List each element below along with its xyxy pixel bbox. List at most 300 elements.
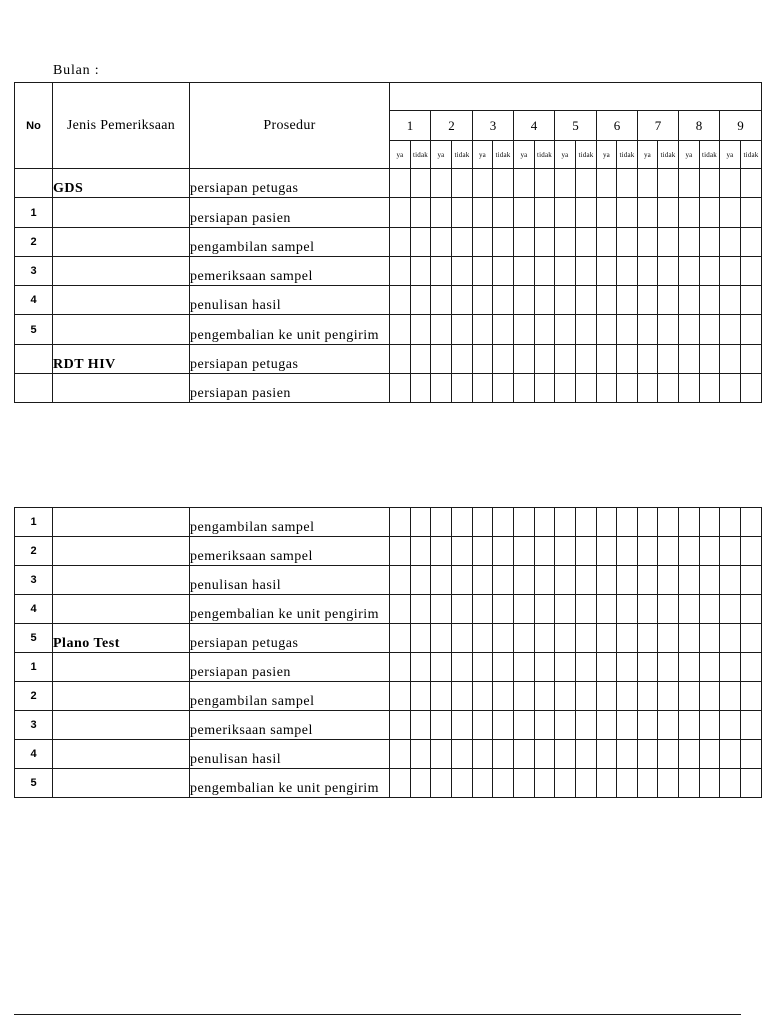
day-6-tidak-cell [616,168,638,198]
day-6-tidak-cell [616,197,638,228]
day-9-tidak-cell [740,314,762,345]
day-3-tidak-cell [492,681,514,711]
day-3-ya-cell [472,314,493,345]
ya-subheader: ya [637,140,658,169]
prosedur-cell: persiapan petugas [189,168,390,198]
day-9-tidak-cell [740,623,762,653]
day-8-ya-cell [678,168,700,198]
day-7-tidak-cell [657,652,679,682]
prosedur-cell: pengembalian ke unit pengirim [189,594,390,624]
day-7-tidak-cell [657,373,679,403]
ya-subheader: ya [430,140,452,169]
day-2-ya-cell [430,623,452,653]
day-2-ya-cell [430,373,452,403]
day-9-ya-cell [719,344,741,374]
jenis-pemeriksaan-cell [52,314,190,345]
day-5-tidak-cell [575,739,597,769]
day-5-tidak-cell [575,594,597,624]
day-6-tidak-cell [616,739,638,769]
day-5-ya-cell [554,373,576,403]
day-6-tidak-cell [616,256,638,286]
day-1-tidak-cell [410,227,431,257]
day-3-tidak-cell [492,594,514,624]
table-row [14,256,761,286]
prosedur-cell: pengembalian ke unit pengirim [189,314,390,345]
row-number-cell: 5 [14,768,53,798]
day-2-ya-cell [430,710,452,740]
day-1-tidak-cell [410,565,431,595]
day-2-ya-cell [430,536,452,566]
day-header-4: 4 [513,110,555,141]
day-5-ya-cell [554,623,576,653]
jenis-pemeriksaan-cell [52,373,190,403]
day-7-tidak-cell [657,594,679,624]
day-header-9: 9 [719,110,762,141]
day-5-ya-cell [554,314,576,345]
day-8-ya-cell [678,565,700,595]
day-8-tidak-cell [699,681,720,711]
day-7-tidak-cell [657,681,679,711]
day-6-tidak-cell [616,536,638,566]
day-4-ya-cell [513,373,535,403]
day-8-tidak-cell [699,373,720,403]
day-5-tidak-cell [575,285,597,315]
day-1-ya-cell [389,623,411,653]
day-4-tidak-cell [534,314,555,345]
day-7-ya-cell [637,227,658,257]
day-6-ya-cell [596,739,617,769]
day-8-ya-cell [678,710,700,740]
day-3-tidak-cell [492,710,514,740]
day-7-tidak-cell [657,536,679,566]
day-3-tidak-cell [492,623,514,653]
day-3-ya-cell [472,768,493,798]
day-8-ya-cell [678,536,700,566]
table-row [14,565,761,595]
day-5-ya-cell [554,681,576,711]
day-1-ya-cell [389,681,411,711]
day-8-tidak-cell [699,594,720,624]
day-9-ya-cell [719,314,741,345]
day-4-tidak-cell [534,623,555,653]
day-2-ya-cell [430,344,452,374]
day-5-tidak-cell [575,168,597,198]
day-7-ya-cell [637,285,658,315]
day-6-ya-cell [596,710,617,740]
day-header-2: 2 [430,110,473,141]
day-7-ya-cell [637,594,658,624]
day-9-ya-cell [719,768,741,798]
day-9-tidak-cell [740,594,762,624]
day-9-tidak-cell [740,565,762,595]
day-4-ya-cell [513,344,535,374]
day-2-ya-cell [430,168,452,198]
day-2-tidak-cell [451,344,473,374]
day-6-ya-cell [596,768,617,798]
jenis-pemeriksaan-cell: GDS [52,168,190,198]
day-header-5: 5 [554,110,597,141]
ya-subheader: ya [678,140,700,169]
day-7-ya-cell [637,256,658,286]
pemeriksaan-table-part-1 [14,82,759,403]
day-8-tidak-cell [699,168,720,198]
day-3-tidak-cell [492,507,514,537]
day-5-tidak-cell [575,197,597,228]
day-2-ya-cell [430,285,452,315]
tidak-subheader: tidak [657,140,679,169]
day-6-tidak-cell [616,652,638,682]
day-1-tidak-cell [410,594,431,624]
day-header-8: 8 [678,110,720,141]
day-1-tidak-cell [410,739,431,769]
jenis-pemeriksaan-cell [52,652,190,682]
day-7-ya-cell [637,623,658,653]
day-8-tidak-cell [699,565,720,595]
day-8-tidak-cell [699,227,720,257]
day-2-ya-cell [430,739,452,769]
day-4-tidak-cell [534,565,555,595]
day-8-tidak-cell [699,652,720,682]
day-7-tidak-cell [657,739,679,769]
day-9-tidak-cell [740,197,762,228]
ya-subheader: ya [389,140,411,169]
day-3-tidak-cell [492,739,514,769]
day-4-tidak-cell [534,197,555,228]
day-3-tidak-cell [492,565,514,595]
day-4-tidak-cell [534,256,555,286]
tidak-subheader: tidak [410,140,431,169]
day-8-ya-cell [678,652,700,682]
day-1-tidak-cell [410,710,431,740]
table-row [14,652,761,682]
day-7-tidak-cell [657,768,679,798]
day-9-ya-cell [719,681,741,711]
day-9-ya-cell [719,256,741,286]
day-4-tidak-cell [534,507,555,537]
day-9-ya-cell [719,285,741,315]
day-3-tidak-cell [492,285,514,315]
tidak-subheader: tidak [451,140,473,169]
day-1-tidak-cell [410,652,431,682]
days-group-header [389,82,762,111]
day-9-tidak-cell [740,710,762,740]
day-3-tidak-cell [492,227,514,257]
day-1-tidak-cell [410,507,431,537]
row-number-cell: 2 [14,536,53,566]
day-2-tidak-cell [451,768,473,798]
day-1-tidak-cell [410,623,431,653]
day-9-tidak-cell [740,507,762,537]
day-4-tidak-cell [534,768,555,798]
day-5-tidak-cell [575,507,597,537]
day-8-ya-cell [678,681,700,711]
jenis-pemeriksaan-cell [52,197,190,228]
day-5-tidak-cell [575,344,597,374]
day-1-tidak-cell [410,681,431,711]
day-6-tidak-cell [616,227,638,257]
day-6-ya-cell [596,536,617,566]
day-5-ya-cell [554,536,576,566]
day-4-tidak-cell [534,536,555,566]
day-5-tidak-cell [575,710,597,740]
day-7-ya-cell [637,565,658,595]
day-9-ya-cell [719,168,741,198]
day-8-tidak-cell [699,507,720,537]
day-6-ya-cell [596,344,617,374]
row-number-cell: 1 [14,652,53,682]
day-6-ya-cell [596,314,617,345]
day-1-ya-cell [389,507,411,537]
day-8-ya-cell [678,227,700,257]
tidak-subheader: tidak [534,140,555,169]
day-5-ya-cell [554,168,576,198]
day-3-tidak-cell [492,373,514,403]
day-9-tidak-cell [740,768,762,798]
day-8-ya-cell [678,507,700,537]
day-7-ya-cell [637,652,658,682]
day-6-tidak-cell [616,681,638,711]
pemeriksaan-table-part-2 [14,507,741,798]
day-9-tidak-cell [740,652,762,682]
day-1-tidak-cell [410,314,431,345]
day-4-ya-cell [513,507,535,537]
day-4-tidak-cell [534,594,555,624]
day-header-3: 3 [472,110,514,141]
day-3-tidak-cell [492,652,514,682]
day-7-ya-cell [637,768,658,798]
day-1-ya-cell [389,227,411,257]
day-6-tidak-cell [616,507,638,537]
day-1-ya-cell [389,256,411,286]
day-2-ya-cell [430,768,452,798]
day-7-tidak-cell [657,344,679,374]
day-4-ya-cell [513,227,535,257]
ya-subheader: ya [472,140,493,169]
day-3-ya-cell [472,710,493,740]
day-3-ya-cell [472,739,493,769]
jenis-pemeriksaan-cell [52,227,190,257]
day-4-ya-cell [513,623,535,653]
day-5-ya-cell [554,507,576,537]
day-6-ya-cell [596,594,617,624]
day-3-tidak-cell [492,168,514,198]
day-1-ya-cell [389,168,411,198]
day-1-ya-cell [389,565,411,595]
day-9-ya-cell [719,623,741,653]
row-number-cell: 3 [14,565,53,595]
day-7-tidak-cell [657,314,679,345]
day-1-ya-cell [389,536,411,566]
day-8-tidak-cell [699,285,720,315]
day-1-ya-cell [389,710,411,740]
day-2-tidak-cell [451,536,473,566]
day-2-tidak-cell [451,168,473,198]
day-5-ya-cell [554,594,576,624]
day-6-tidak-cell [616,373,638,403]
day-4-tidak-cell [534,168,555,198]
day-9-ya-cell [719,565,741,595]
day-7-ya-cell [637,681,658,711]
row-number-cell [14,373,53,403]
day-5-ya-cell [554,565,576,595]
table-row [14,314,761,345]
day-2-tidak-cell [451,652,473,682]
day-2-tidak-cell [451,565,473,595]
prosedur-cell: pemeriksaan sampel [189,536,390,566]
day-9-tidak-cell [740,739,762,769]
ya-subheader: ya [554,140,576,169]
day-9-ya-cell [719,197,741,228]
table-row [14,168,761,198]
day-1-ya-cell [389,197,411,228]
day-9-ya-cell [719,594,741,624]
day-7-tidak-cell [657,623,679,653]
table-row [14,507,761,537]
table-row [14,768,761,798]
day-6-tidak-cell [616,565,638,595]
day-header-6: 6 [596,110,638,141]
footer-divider [14,1014,741,1015]
day-5-ya-cell [554,256,576,286]
prosedur-cell: pengambilan sampel [189,681,390,711]
row-number-cell: 4 [14,594,53,624]
day-4-ya-cell [513,256,535,286]
day-4-ya-cell [513,739,535,769]
day-2-tidak-cell [451,197,473,228]
prosedur-cell: pengambilan sampel [189,227,390,257]
day-7-ya-cell [637,536,658,566]
day-9-ya-cell [719,536,741,566]
day-4-ya-cell [513,285,535,315]
jenis-pemeriksaan-cell [52,256,190,286]
day-2-ya-cell [430,197,452,228]
prosedur-cell: persiapan petugas [189,623,390,653]
prosedur-cell: persiapan petugas [189,344,390,374]
row-number-cell: 3 [14,256,53,286]
day-4-tidak-cell [534,739,555,769]
day-1-tidak-cell [410,536,431,566]
day-9-tidak-cell [740,168,762,198]
day-1-ya-cell [389,344,411,374]
day-9-tidak-cell [740,256,762,286]
day-2-ya-cell [430,681,452,711]
day-1-ya-cell [389,285,411,315]
table-row [14,710,761,740]
row-number-cell: 3 [14,710,53,740]
day-5-tidak-cell [575,565,597,595]
day-8-ya-cell [678,197,700,228]
day-7-tidak-cell [657,197,679,228]
day-5-ya-cell [554,285,576,315]
jenis-pemeriksaan-cell [52,594,190,624]
day-6-tidak-cell [616,344,638,374]
table-row [14,227,761,257]
day-6-ya-cell [596,507,617,537]
day-2-tidak-cell [451,623,473,653]
day-9-tidak-cell [740,373,762,403]
day-1-ya-cell [389,594,411,624]
no-header: No [14,82,53,169]
day-2-tidak-cell [451,314,473,345]
prosedur-cell: persiapan pasien [189,652,390,682]
day-4-ya-cell [513,314,535,345]
day-7-tidak-cell [657,168,679,198]
day-1-ya-cell [389,652,411,682]
day-header-1: 1 [389,110,431,141]
day-9-ya-cell [719,373,741,403]
day-8-tidak-cell [699,314,720,345]
table-row [14,594,761,624]
day-3-ya-cell [472,681,493,711]
day-8-ya-cell [678,739,700,769]
day-5-ya-cell [554,652,576,682]
day-8-ya-cell [678,314,700,345]
table-row [14,373,761,403]
day-8-tidak-cell [699,710,720,740]
day-6-ya-cell [596,168,617,198]
day-8-ya-cell [678,344,700,374]
day-2-tidak-cell [451,227,473,257]
prosedur-cell: persiapan pasien [189,197,390,228]
row-number-cell: 5 [14,623,53,653]
row-number-cell: 1 [14,507,53,537]
day-1-ya-cell [389,314,411,345]
day-6-ya-cell [596,197,617,228]
jenis-pemeriksaan-cell [52,565,190,595]
day-4-ya-cell [513,768,535,798]
day-3-ya-cell [472,594,493,624]
day-2-tidak-cell [451,373,473,403]
day-9-tidak-cell [740,536,762,566]
jenis-pemeriksaan-cell [52,507,190,537]
day-8-tidak-cell [699,256,720,286]
day-4-ya-cell [513,681,535,711]
table-row [14,623,761,653]
day-5-ya-cell [554,227,576,257]
day-5-tidak-cell [575,652,597,682]
table-row [14,197,761,228]
day-3-tidak-cell [492,768,514,798]
prosedur-cell: penulisan hasil [189,739,390,769]
row-number-cell: 5 [14,314,53,345]
day-6-ya-cell [596,652,617,682]
day-9-ya-cell [719,507,741,537]
day-1-tidak-cell [410,373,431,403]
day-4-tidak-cell [534,285,555,315]
row-number-cell: 2 [14,227,53,257]
day-8-ya-cell [678,256,700,286]
day-5-ya-cell [554,344,576,374]
prosedur-cell: pemeriksaan sampel [189,710,390,740]
jenis-pemeriksaan-cell [52,285,190,315]
tidak-subheader: tidak [575,140,597,169]
table-row [14,536,761,566]
day-9-ya-cell [719,652,741,682]
day-7-ya-cell [637,344,658,374]
day-7-ya-cell [637,197,658,228]
day-2-tidak-cell [451,507,473,537]
prosedur-cell: penulisan hasil [189,565,390,595]
day-9-tidak-cell [740,285,762,315]
jenis-pemeriksaan-cell [52,768,190,798]
day-7-ya-cell [637,739,658,769]
row-number-cell: 4 [14,285,53,315]
day-1-tidak-cell [410,285,431,315]
tidak-subheader: tidak [492,140,514,169]
day-8-tidak-cell [699,623,720,653]
day-1-tidak-cell [410,256,431,286]
day-5-tidak-cell [575,256,597,286]
